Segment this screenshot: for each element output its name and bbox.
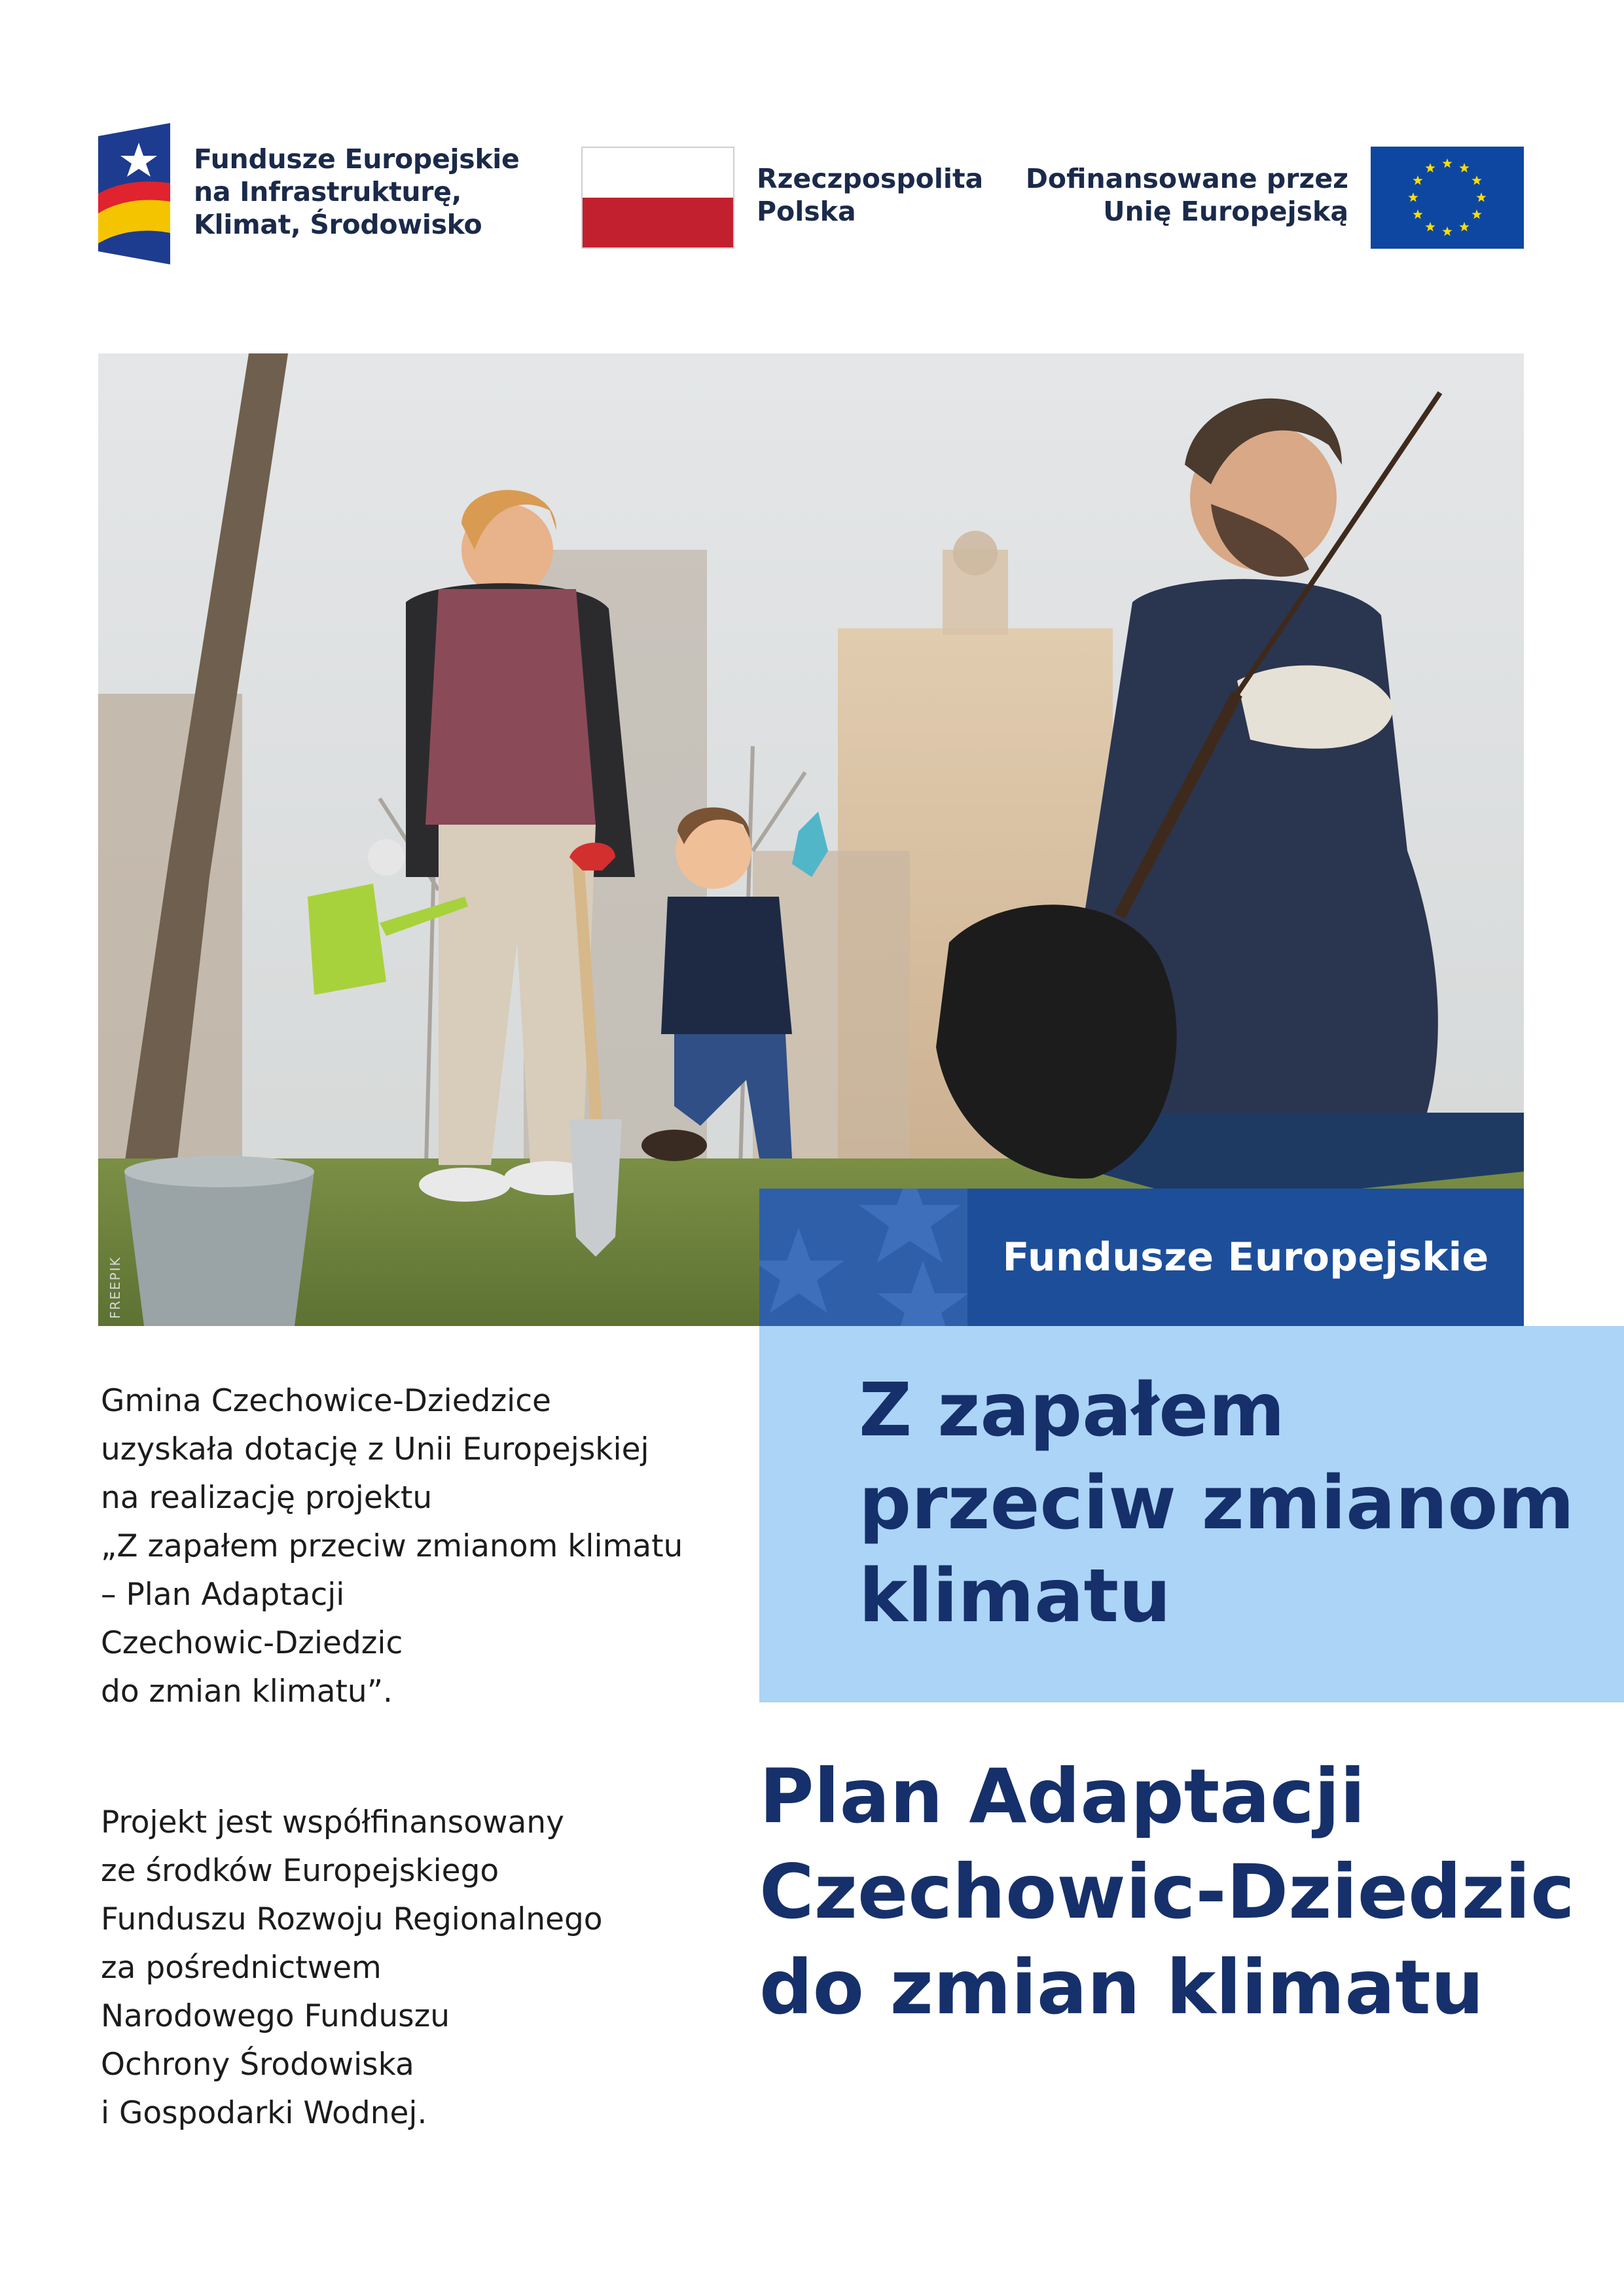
project-title xyxy=(859,1364,1618,1643)
body-line: na realizację projektu xyxy=(101,1480,433,1516)
poland-logo-text xyxy=(757,162,992,228)
body-line: – Plan Adaptacji xyxy=(101,1577,345,1613)
body-line: Gmina Czechowice-Dziedzice xyxy=(101,1383,551,1419)
poland-flag-icon xyxy=(581,147,734,249)
poland-logo-line: Polska xyxy=(757,196,856,227)
body-line: Projekt jest współfinansowany xyxy=(101,1804,564,1840)
fundusze-logo-line: Klimat, Środowisko xyxy=(194,209,482,240)
body-line: uzyskała dotację z Unii Europejskiej xyxy=(101,1431,649,1467)
plan-subtitle-line: Czechowic-Dziedzic xyxy=(759,1848,1575,1935)
body-line: Narodowego Funduszu xyxy=(101,1998,450,2034)
fundusze-europejskie-badge xyxy=(967,1189,1524,1326)
project-title-line: klimatu xyxy=(859,1554,1171,1639)
eu-flag-icon xyxy=(1371,147,1524,249)
plan-subtitle xyxy=(759,1749,1610,2036)
eu-logo-line: Dofinansowane przez xyxy=(1025,163,1348,194)
family-planting-tree-photo xyxy=(98,353,1524,1326)
eu-logo-line: Unię Europejską xyxy=(1103,196,1348,227)
poland-logo-line: Rzeczpospolita xyxy=(757,163,984,194)
fundusze-logo-line: na Infrastrukturę, xyxy=(194,176,461,207)
body-line: Ochrony Środowiska xyxy=(101,2047,414,2083)
project-title-line: przeciw zmianom xyxy=(859,1461,1575,1546)
badge-label: Fundusze Europejskie xyxy=(1002,1234,1489,1280)
body-line: „Z zapałem przeciw zmianom klimatu xyxy=(101,1528,683,1564)
eu-logo-text xyxy=(1021,162,1348,228)
plan-subtitle-line: do zmian klimatu xyxy=(759,1944,1484,2031)
fundusze-logo-line: Fundusze Europejskie xyxy=(194,143,520,175)
body-line: za pośrednictwem xyxy=(101,1950,382,1986)
fundusze-europejskie-logo-icon xyxy=(98,123,170,264)
project-title-line: Z zapałem xyxy=(859,1368,1285,1453)
body-line: Czechowic-Dziedzic xyxy=(101,1625,403,1661)
body-line: Funduszu Rozwoju Regionalnego xyxy=(101,1901,603,1937)
photo-credit: FREEPIK xyxy=(107,1256,123,1319)
body-line: ze środków Europejskiego xyxy=(101,1853,499,1889)
body-line: do zmian klimatu”. xyxy=(101,1674,393,1710)
plan-subtitle-line: Plan Adaptacji xyxy=(759,1753,1365,1840)
fundusze-logo-text xyxy=(194,143,534,241)
body-line: i Gospodarki Wodnej. xyxy=(101,2095,427,2131)
eu-stars-decoration-icon xyxy=(759,1189,967,1326)
body-text xyxy=(101,1377,729,2138)
